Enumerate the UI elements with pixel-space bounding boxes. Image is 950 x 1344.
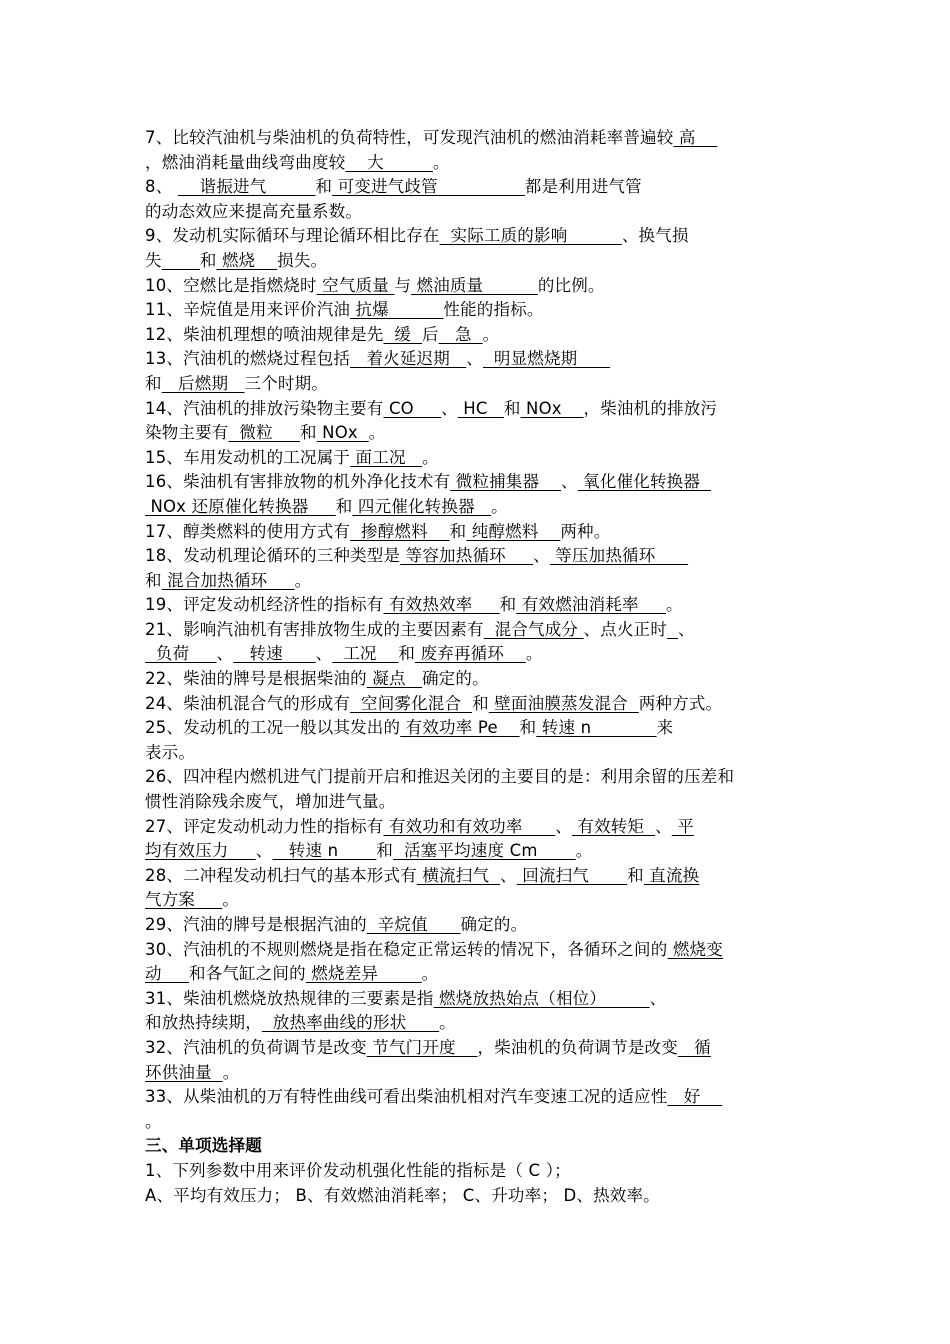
question-text: 、 [649,988,667,1008]
question-text: 。 [482,324,500,344]
question-text: 损失。 [277,250,328,270]
question-text: ，柴油机的负荷调节是改变 [477,1037,678,1057]
text-line [145,864,810,889]
question-text: 29、汽油的牌号是根据汽油的 [145,915,367,934]
answer-blank: NOx 还原催化转换器 [145,496,336,516]
answer-blank: 有效功和有效功率 [383,816,556,836]
question-text: 。 [439,1013,456,1033]
answer-blank: 负荷 [145,644,217,664]
question-text: 和 [499,595,517,615]
text-line [145,397,810,422]
answer-blank: 回流扫气 [516,865,628,885]
text-line [145,224,810,249]
question-text: 。 [294,570,312,590]
answer-blank: CO [383,398,442,418]
text-line [145,815,810,840]
question-text: 25、发动机的工况一般以其发出的 [145,718,401,738]
question-text: 、 [677,619,695,639]
answer-blank: 谐振进气 [177,177,316,197]
section-heading: 三、单项选择题 [145,1136,262,1156]
answer-blank: 燃油质量 [411,275,538,295]
text-line [145,446,810,471]
text-line [145,323,810,348]
answer-blank: 动 [145,964,189,984]
question-text: 28、二冲程发动机扫气的基本形式有 [145,865,417,885]
text-line [145,1011,810,1036]
answer-blank: 抗爆 [350,300,444,320]
question-text: 、换气损 [621,226,689,246]
question-text: 14、汽油机的排放污染物主要有 [145,398,384,418]
text-line [145,1159,810,1184]
question-text: 和 [627,865,644,885]
question-text: 确定的。 [460,915,528,934]
question-text: 。 [491,496,508,516]
question-text: 表示。 [145,742,196,762]
text-line [145,569,810,594]
answer-blank: 均有效压力 [145,841,256,861]
text-line [145,741,810,766]
answer-blank: 纯醇燃料 [466,521,561,541]
answer-blank: 有效热效率 [383,595,500,615]
answer-blank: 有效转矩 [571,816,656,836]
answer-blank: 微粒 [228,423,301,443]
text-line [145,1061,810,1086]
question-text: 的动态效应来提高充量系数。 [145,201,363,221]
question-text: 8、 [145,177,178,197]
question-text: 24、柴油机混合气的形成有 [145,693,351,713]
question-text: 和 [503,398,521,418]
answer-blank: 横流扫气 [416,865,501,885]
question-text: 失 [145,250,162,270]
text-line [145,1085,810,1110]
question-text: 、 [216,644,234,664]
question-text: 和 [199,250,217,270]
question-text: 和各气缸之间的 [188,964,306,984]
question-text: 和 [315,177,333,197]
answer-blank: HC [457,398,504,418]
question-text: 。 [575,841,593,861]
answer-blank: 可变进气歧管 [332,177,525,197]
question-text: 、 [441,398,458,418]
question-text: 10、空燃比是指燃烧时 [145,275,317,295]
answer-blank: 掺醇燃料 [350,521,450,541]
question-text: 26、四冲程内燃机进气门提前开启和推迟关闭的主要目的是：利用余留的压差和 [145,767,735,787]
answer-blank: 壁面油膜蒸发混合 [488,693,639,713]
answer-blank: 空气质量 [316,275,395,295]
answer-blank: 凝点 [366,669,422,689]
answer-blank: 混合气成分 [483,619,584,639]
question-text: 。 [525,644,543,664]
question-text: 13、汽油机的燃烧过程包括 [145,349,351,369]
question-text: 。 [665,595,683,615]
answer-blank: 放热率曲线的形状 [261,1013,440,1033]
question-text: 和 [472,693,489,713]
question-text: 、点火正时 [583,619,668,639]
text-line [145,642,810,667]
text-line [145,372,810,397]
text-line [145,913,810,938]
text-line [145,962,810,987]
answer-blank: 空间雾化混合 [350,693,473,713]
answer-blank: 转速 [233,644,316,664]
answer-blank: 缓 [383,324,422,344]
question-text: 19、评定发动机经济性的指标有 [145,595,384,615]
text-line [145,274,810,299]
answer-blank: NOx [520,398,584,418]
text-line [145,667,810,692]
question-text: 11、辛烷值是用来评价汽油 [145,300,351,320]
text-line [145,765,810,790]
question-text: 18、发动机理论循环的三种类型是 [145,546,401,566]
text-line [145,1036,810,1061]
answer-blank: 节气门开度 [366,1037,478,1057]
answer-blank: 着火延迟期 [350,349,467,369]
document-page [145,126,810,1208]
question-text: 、 [466,349,483,369]
text-line [145,888,810,913]
text-line [145,1110,810,1135]
question-text: 。 [368,423,386,443]
question-text: 15、车用发动机的工况属于 [145,447,351,467]
answer-blank: 直流换 [643,865,700,885]
question-text: 和 [300,423,317,443]
answer-blank: 好 [667,1087,723,1107]
question-text: 都是利用进气管 [524,177,642,197]
answer-blank: 有效功率 Pe [400,718,520,738]
question-text: 、 [555,816,572,836]
text-line [145,249,810,274]
question-text: 和 [376,841,394,861]
question-text: 三个时期。 [244,373,328,393]
answer-blank: 平 [671,816,694,836]
question-text: A、平均有效压力； B、有效燃油消耗率； C、升功率； D、热效率。 [145,1185,660,1205]
question-text: 、 [655,816,672,836]
question-text: 和 [519,718,537,738]
text-line [145,938,810,963]
text-line [145,151,810,176]
question-text: 30、汽油机的不规则燃烧是指在稳定正常运转的情况下，各循环之间的 [145,939,668,959]
question-text: 和 [449,521,467,541]
answer-blank: 循 [677,1037,711,1057]
answer-blank: 氧化催化转换器 [577,472,711,492]
answer-blank: 有效燃油消耗率 [516,595,666,615]
text-line [145,421,810,446]
question-text: 和 [145,570,162,590]
question-text: 27、评定发动机动力性的指标有 [145,816,384,836]
answer-blank: 转速 n [272,841,377,861]
answer-blank: 明显燃烧期 [482,349,611,369]
question-text: 性能的指标。 [443,300,544,320]
question-text: 、 [561,472,578,492]
answer-blank: 后燃期 [161,373,245,393]
answer-blank: 混合加热循环 [161,570,295,590]
question-text: 和放热持续期， [145,1013,262,1033]
question-text: 与 [394,275,412,295]
question-text: 和 [398,644,416,664]
answer-blank: 微粒捕集器 [450,472,562,492]
text-line [145,593,810,618]
question-text: 9、发动机实际循环与理论循环相比存在 [145,226,440,246]
question-text: 22、柴油的牌号是根据柴油的 [145,669,367,689]
answer-blank: 四元催化转换器 [352,496,492,516]
question-text: 来 [656,718,674,738]
answer-blank: 大 [345,152,433,172]
question-text: 33、从柴油机的万有特性曲线可看出柴油机相对汽车变速工况的适应性 [145,1087,668,1107]
answer-blank: 活塞平均速度 Cm [393,841,576,861]
question-text: 的比例。 [537,275,605,295]
question-text: 16、柴油机有害排放物的机外净化技术有 [145,472,451,492]
text-line [145,790,810,815]
text-line [145,692,810,717]
question-text: 两种。 [560,521,611,541]
text-line [145,298,810,323]
question-text: 17、醇类燃料的使用方式有 [145,521,351,541]
question-text: 、 [500,865,517,885]
question-text: ，柴油机的排放污 [583,398,718,418]
question-text: 惯性消除残余废气，增加进气量。 [145,792,396,812]
question-text: ，燃油消耗量曲线弯曲度较 [145,152,346,172]
answer-blank [162,251,200,270]
question-text: 、 [315,644,333,664]
text-line [145,1184,810,1209]
text-line [145,495,810,520]
text-line [145,470,810,495]
answer-blank: 等压加热循环 [549,546,689,566]
text-line [145,520,810,545]
question-text: 。 [421,964,439,984]
answer-blank: 燃烧变 [667,939,723,959]
text-line [145,544,810,569]
answer-blank: 辛烷值 [366,915,461,934]
answer-blank: 废弃再循环 [415,644,526,664]
answer-blank: 转速 n [536,718,657,738]
question-text: 12、柴油机理想的喷油规律是先 [145,324,384,344]
question-text: 、 [255,841,273,861]
question-text: 。 [222,1062,240,1082]
answer-blank [667,620,678,639]
answer-blank: 燃烧差异 [305,964,422,984]
question-text: 和 [145,373,162,393]
answer-blank: 急 [438,324,483,344]
text-line [145,175,810,200]
question-text: 7、比较汽油机与柴油机的负荷特性，可发现汽油机的燃油消耗率普遍较 [145,128,674,147]
question-text: 32、汽油机的负荷调节是改变 [145,1037,367,1057]
answer-blank: 燃烧放热始点（相位） [433,988,650,1008]
question-text: 两种方式。 [638,693,723,713]
question-text: 确定的。 [421,669,489,689]
question-text: 。 [422,447,439,467]
question-text: 1、下列参数中用来评价发动机强化性能的指标是（ C ）； [145,1160,571,1180]
text-line [145,347,810,372]
text-line [145,987,810,1012]
question-text: 和 [335,496,353,516]
text-line [145,716,810,741]
answer-blank: 气方案 [145,890,223,910]
text-line [145,126,810,151]
answer-blank: 实际工质的影响 [439,226,622,246]
text-line [145,618,810,643]
answer-blank: 高 [673,128,718,147]
text-line [145,1134,810,1159]
question-text: 、 [533,546,550,566]
answer-blank: NOx [316,423,369,443]
question-text: 。 [145,1111,162,1131]
question-text: 21、影响汽油机有害排放物生成的主要因素有 [145,619,484,639]
question-text: 后 [421,324,439,344]
answer-blank: 环供油量 [145,1062,223,1082]
answer-blank: 燃烧 [216,250,278,270]
text-line [145,839,810,864]
answer-blank: 面工况 [350,447,422,467]
answer-blank: 等容加热循环 [400,546,534,566]
question-text: 31、柴油机燃烧放热规律的三要素是指 [145,988,434,1008]
question-text: 染物主要有 [145,423,229,443]
answer-blank: 工况 [332,644,399,664]
question-text: 。 [432,152,450,172]
text-line [145,200,810,225]
question-text: 。 [222,890,240,910]
